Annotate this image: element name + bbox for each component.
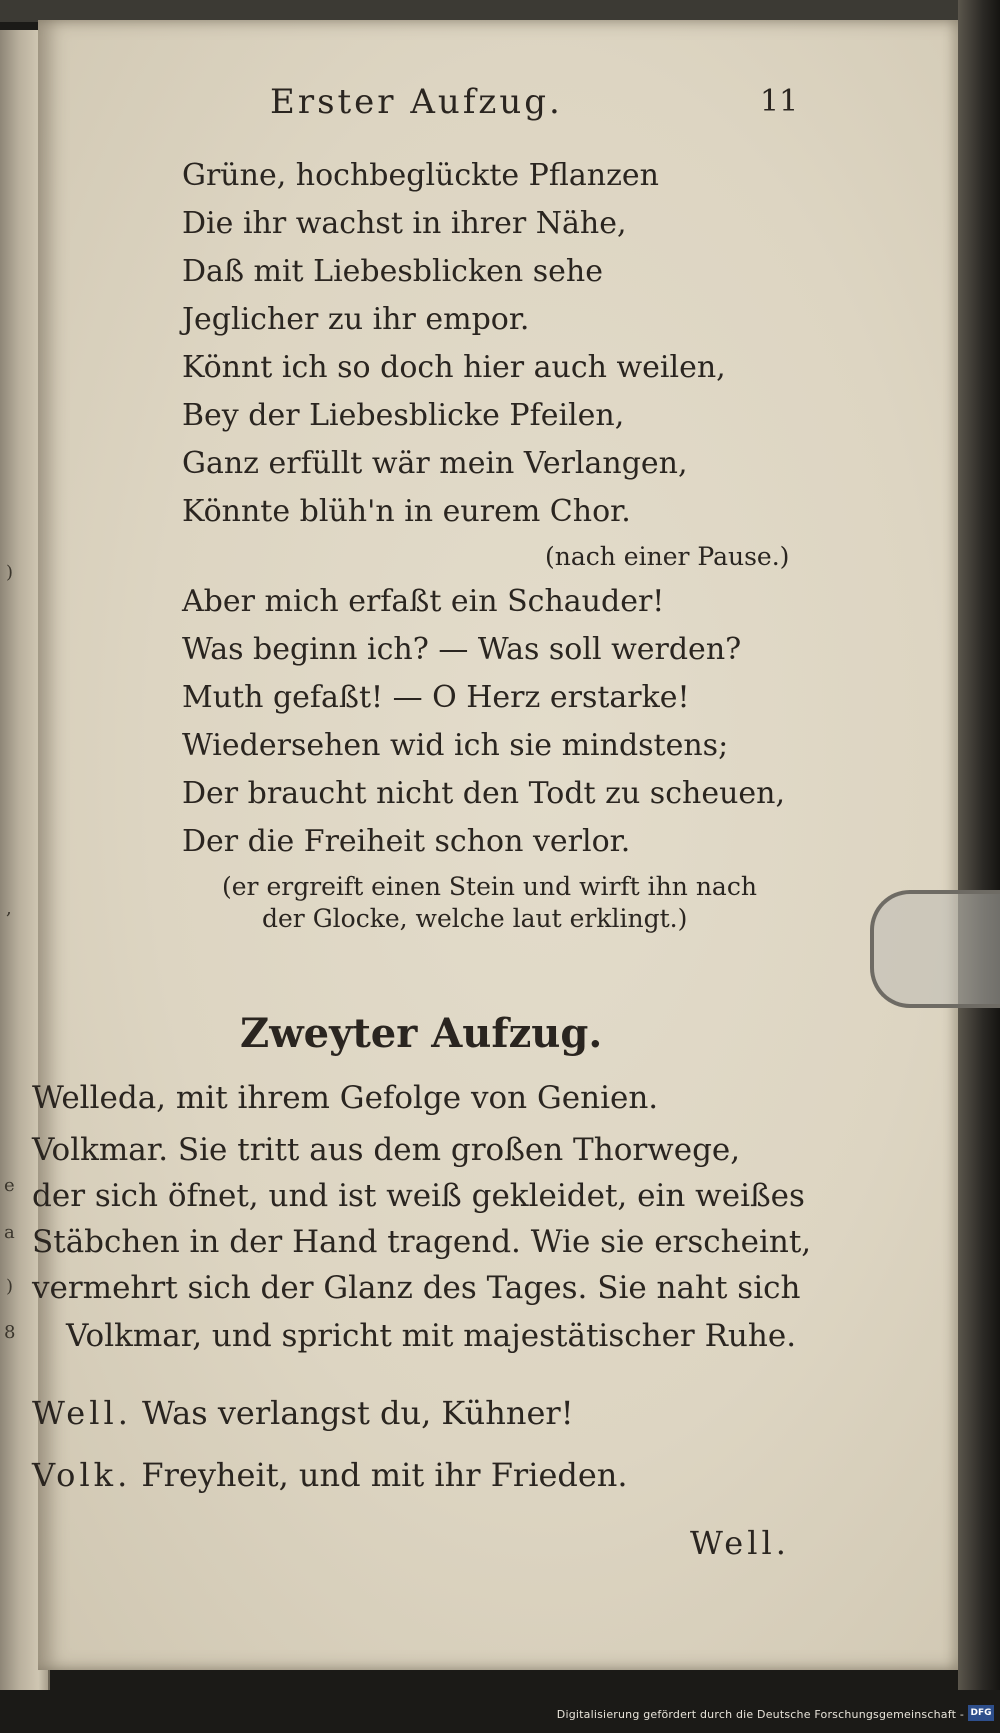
stage-direction-line: Volkmar, und spricht mit majestätischer Ruhe. (66, 1318, 797, 1354)
act-heading: Zweyter Aufzug. (240, 1010, 603, 1057)
dfg-logo: DFG (968, 1705, 994, 1721)
dialogue-text: Freyheit, und mit ihr Frieden. (141, 1456, 628, 1494)
running-title: Erster Aufzug. (270, 82, 563, 122)
verse-line: Was beginn ich? — Was soll werden? (182, 632, 742, 667)
verse-line: Könnte blüh'n in eurem Chor. (182, 494, 631, 529)
verse-line: Bey der Liebesblicke Pfeilen, (182, 398, 625, 433)
verse-line: Der braucht nicht den Todt zu scheuen, (182, 776, 786, 811)
stage-direction-line: Stäbchen in der Hand tragend. Wie sie erscheint, (32, 1224, 812, 1260)
dialogue-text: Was verlangst du, Kühner! (142, 1394, 574, 1432)
speaker-name: Well. (32, 1394, 132, 1432)
verse-line: Ganz erfüllt wär mein Verlangen, (182, 446, 688, 481)
page-clip (870, 890, 1000, 1008)
dialogue-line (32, 1456, 628, 1494)
stage-direction-line: vermehrt sich der Glanz des Tages. Sie naht sich (32, 1270, 801, 1306)
footer-bar (0, 1690, 1000, 1733)
prev-page-mark: ) (6, 1276, 14, 1297)
stage-direction-stone: der Glocke, welche laut erklingt.) (262, 904, 688, 933)
stage-direction-line: der sich öfnet, und ist weiß gekleidet, ein weißes (32, 1178, 805, 1214)
verse-line: Könnt ich so doch hier auch weilen, (182, 350, 726, 385)
stage-direction-stone: (er ergreift einen Stein und wirft ihn nach (222, 872, 757, 901)
verse-line: Muth gefaßt! — O Herz erstarke! (182, 680, 690, 715)
verse-line: Daß mit Liebesblicken sehe (182, 254, 603, 289)
book-fore-edge (958, 0, 1000, 1733)
stage-direction-line: Welleda, mit ihrem Gefolge von Genien. (32, 1080, 659, 1116)
prev-page-mark: , (6, 898, 12, 919)
verse-line: Wiedersehen wid ich sie mindstens; (182, 728, 729, 763)
verse-line: Der die Freiheit schon verlor. (182, 824, 631, 859)
page-number: 11 (760, 84, 799, 119)
catchword: Well. (690, 1524, 790, 1562)
scan-top-band (0, 0, 1000, 22)
prev-page-mark: e (4, 1175, 15, 1196)
verse-line: Jeglicher zu ihr empor. (182, 302, 530, 337)
stage-direction-line: Volkmar. Sie tritt aus dem großen Thorwege, (32, 1132, 741, 1168)
prev-page-mark: ) (6, 562, 14, 583)
prev-page-mark: a (4, 1222, 15, 1243)
verse-line: Aber mich erfaßt ein Schauder! (182, 584, 665, 619)
verse-line: Grüne, hochbeglückte Pflanzen (182, 158, 659, 193)
dialogue-line (32, 1394, 574, 1432)
footer-credit: Digitalisierung gefördert durch die Deutsche Forschungsgemeinschaft - (556, 1708, 964, 1721)
prev-page-mark: 8 (4, 1322, 16, 1343)
verse-line: Die ihr wachst in ihrer Nähe, (182, 206, 627, 241)
stage-direction-pause: (nach einer Pause.) (545, 542, 790, 571)
speaker-name: Volk. (32, 1456, 132, 1494)
